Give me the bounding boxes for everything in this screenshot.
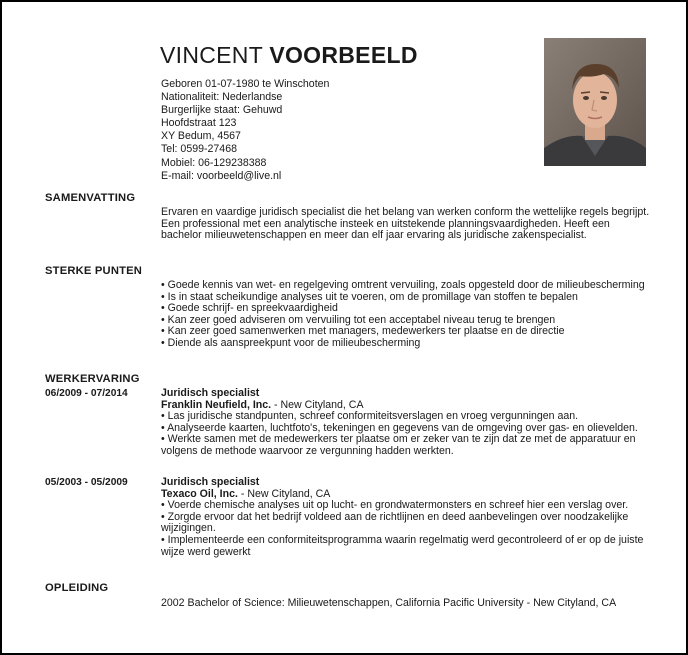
education-text: 2002 Bachelor of Science: Milieuwetenschappen, California Pacific University - New Cityland, CA	[161, 597, 617, 609]
list-item: • Goede schrijf- en spreekvaardigheid	[161, 302, 338, 315]
job-dates: 05/2003 - 05/2009	[45, 477, 128, 488]
phone-line: Tel: 0599-27468	[161, 143, 237, 156]
list-item: • Analyseerde kaarten, luchtfoto's, tekeningen en gegevens van de omgeving over gas- en olievelden.	[161, 421, 638, 434]
strengths-list	[161, 280, 651, 350]
strengths-heading: STERKE PUNTEN	[45, 265, 143, 277]
experience-heading: WERKERVARING	[45, 373, 140, 385]
candidate-name	[160, 42, 418, 69]
portrait-image	[544, 38, 646, 166]
summary-text: Ervaren en vaardige juridisch specialist die het belang van werken conform the wettelijke regels begrijpt. Een professional met een analytische insteek en uitstekende planningsvaardigheden. Heeft een bachelor milieuwetenschappen en meer dan elf jaar ervaring als juridische zakenspecialist.	[161, 206, 650, 242]
last-name: VOORBEELD	[269, 42, 418, 68]
list-item: • Implementeerde een conformiteitsprogramma waarin regelmatig werd gecontroleerd of er op de juiste wijze werd gewerkt	[161, 533, 644, 558]
nationality-line: Nationaliteit: Nederlandse	[161, 91, 283, 104]
list-item: • Is in staat scheikundige analyses uit te voeren, om de promillage van stoffen te bepalen	[161, 290, 578, 303]
company-name: Texaco Oil, Inc.	[161, 487, 238, 500]
birth-line: Geboren 01-07-1980 te Winschoten	[161, 78, 330, 90]
list-item: • Kan zeer goed samenwerken met managers, medewerkers ter plaatse en de directie	[161, 325, 565, 338]
contact-details	[161, 78, 329, 183]
list-item: • Voerde chemische analyses uit op lucht- en grondwatermonsters en schreef hier een verslag over.	[161, 499, 629, 512]
mobile-line: Mobiel: 06-129238388	[161, 156, 267, 169]
city-line: XY Bedum, 4567	[161, 130, 241, 143]
email-line: E-mail: voorbeeld@live.nl	[161, 169, 282, 182]
job-entry	[161, 388, 651, 458]
first-name: VINCENT	[160, 42, 263, 68]
education-heading: OPLEIDING	[45, 582, 109, 594]
list-item: • Las juridische standpunten, schreef conformiteitsverslagen en vroeg vergunningen aan.	[161, 410, 579, 423]
marital-status-line: Burgerlijke staat: Gehuwd	[161, 104, 283, 117]
summary-heading: SAMENVATTING	[45, 192, 136, 204]
job-title: Juridisch specialist	[161, 387, 260, 399]
list-item: • Diende als aanspreekpunt voor de milieubescherming	[161, 336, 421, 349]
list-item: • Kan zeer goed adviseren om vervuiling tot een acceptabel niveau terug te brengen	[161, 313, 556, 326]
list-item: • Werkte samen met de medewerkers ter plaatse om er zeker van te zijn dat ze met de apparatuur en volgens de methode waarvoor ze vergunning hadden werkten.	[161, 433, 636, 457]
job-title: Juridisch specialist	[161, 476, 260, 488]
job-entry	[161, 477, 651, 558]
list-item: • Goede kennis van wet- en regelgeving omtrent vervuiling, zoals opgesteld door de milieubescherming	[161, 279, 645, 291]
list-item: • Zorgde ervoor dat het bedrijf voldeed aan de richtlijnen en deed aanbevelingen over noodzakelijke wijzigingen.	[161, 510, 629, 535]
profile-photo	[544, 38, 646, 166]
job-dates: 06/2009 - 07/2014	[45, 388, 128, 399]
company-location: - New Cityland, CA	[271, 398, 364, 411]
street-line: Hoofdstraat 123	[161, 117, 237, 130]
company-name: Franklin Neufield, Inc.	[161, 398, 272, 411]
company-location: - New Cityland, CA	[237, 487, 331, 500]
